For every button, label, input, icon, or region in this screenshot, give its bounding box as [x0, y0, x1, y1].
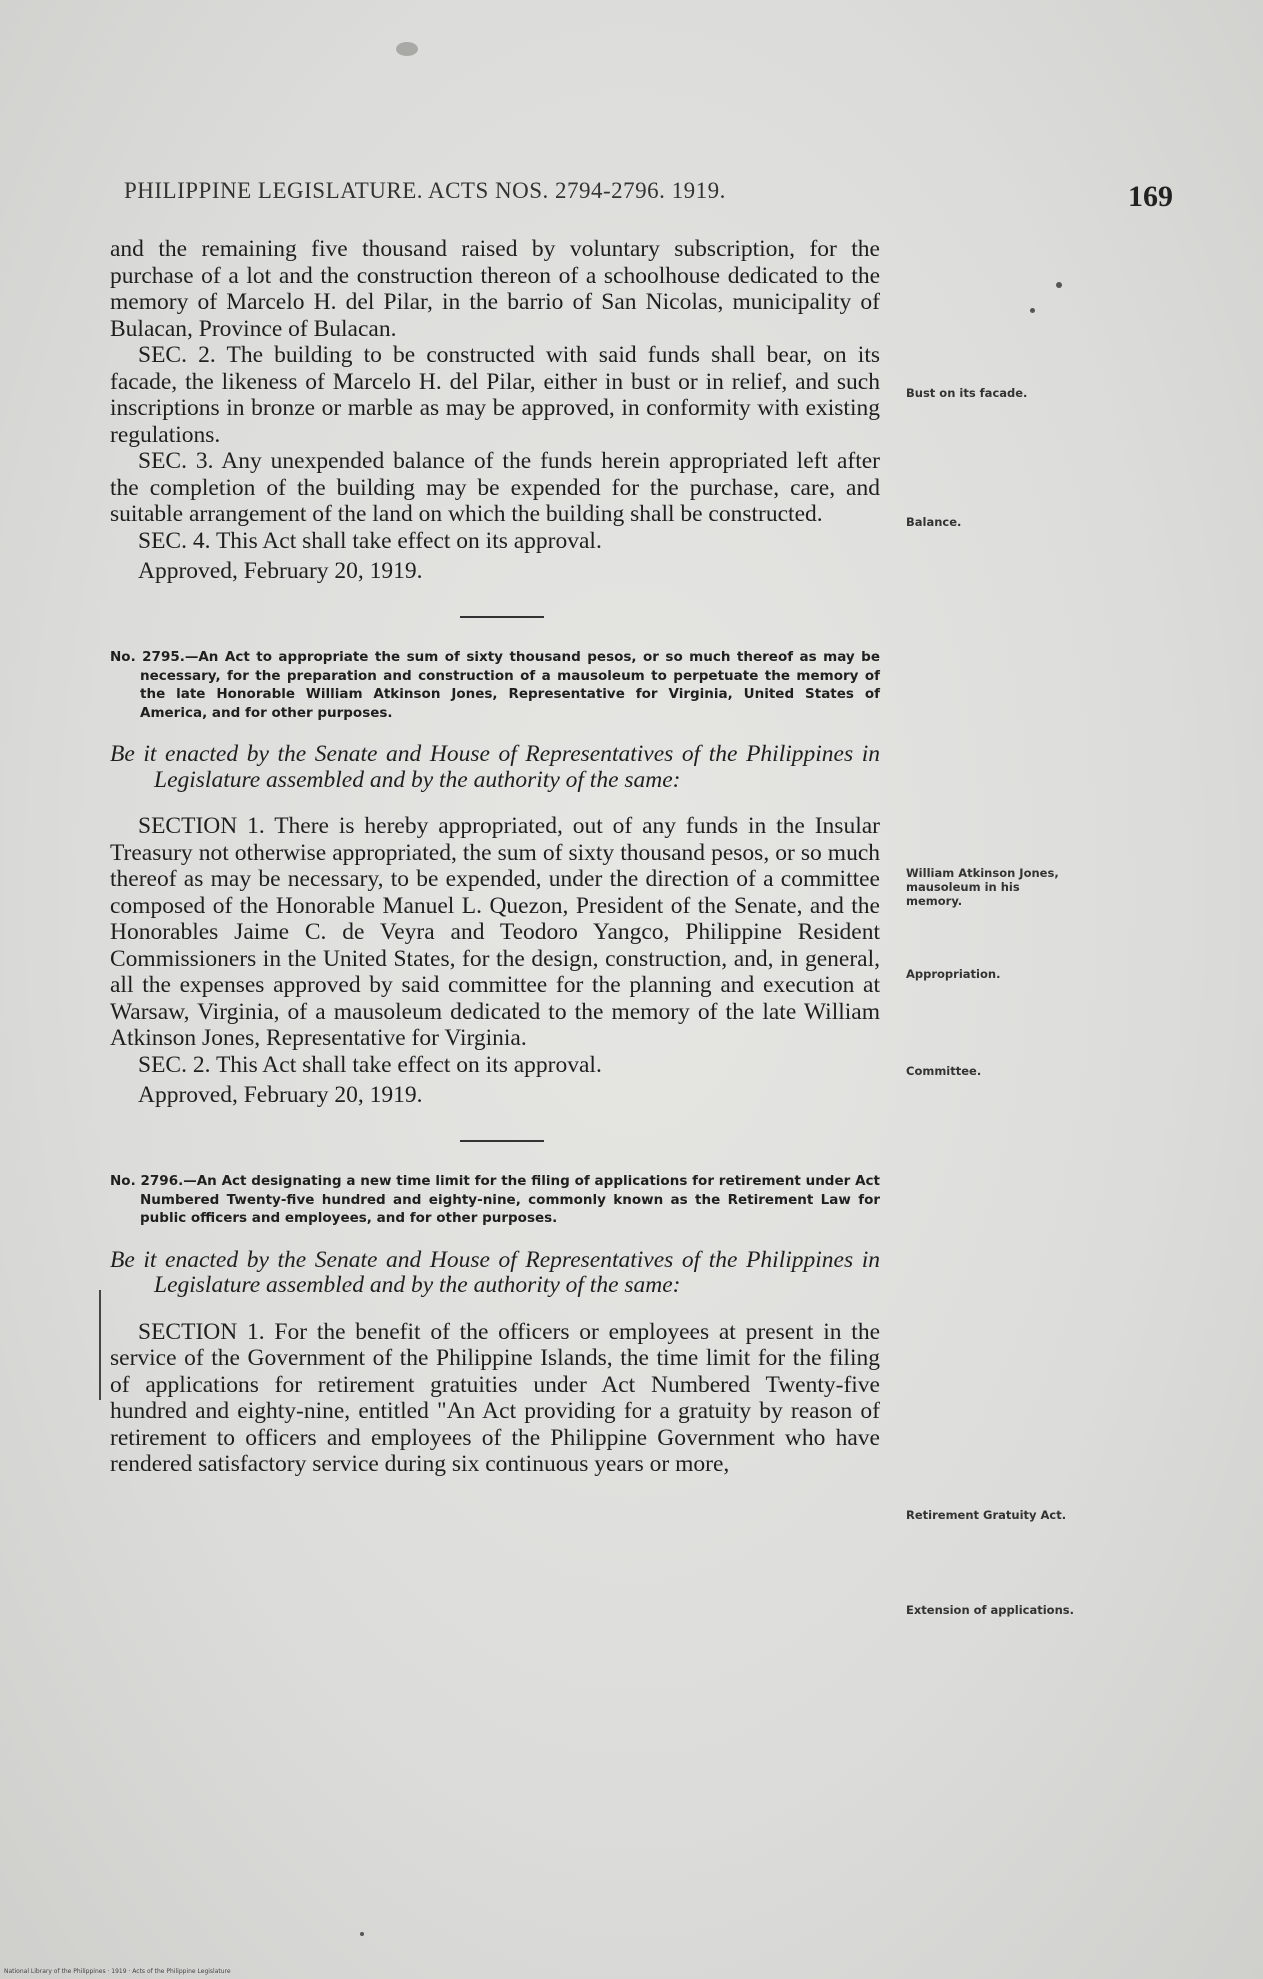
- act-2795-section-2: [110, 1052, 880, 1079]
- act-2794-approved: Approved, February 20, 1919.: [138, 558, 423, 584]
- scan-speck: [1056, 282, 1062, 288]
- margin-note-balance: Balance.: [906, 515, 962, 529]
- act-2795-enacting-clause: Be it enacted by the Senate and House of Representatives of the Philippines in Legislature assembled and by the authority of the same:: [110, 741, 880, 793]
- margin-note-appropriation: Appropriation.: [906, 967, 1001, 981]
- act-2796-title: No. 2796.—An Act designating a new time limit for the filing of applications for retirement under Act Numbered Twenty-five hundred and eighty-nine, commonly known as the Retirement Law for public officers and employees, and for other purposes.: [110, 1173, 880, 1226]
- margin-note-committee: Committee.: [906, 1064, 982, 1078]
- section-label: SEC. 3.: [138, 448, 214, 474]
- section-label: SECTION 1.: [138, 1318, 265, 1345]
- section-text: This Act shall take effect on its approval.: [215, 527, 602, 554]
- margin-note-extension: Extension of applications.: [906, 1603, 1074, 1617]
- section-divider: [460, 1140, 544, 1142]
- section-text: This Act shall take effect on its approval.: [215, 1051, 602, 1078]
- margin-bracket: [99, 1290, 101, 1400]
- page-number: 169: [1128, 180, 1173, 213]
- act-2794-section-4: [110, 528, 880, 555]
- section-label: SEC. 2.: [138, 342, 216, 368]
- act-2794-continuation: and the remaining five thousand raised by voluntary subscription, for the purchase of a lot and the construction thereon of a schoolhouse dedicated to the memory of Marcelo H. del Pilar, in the barrio of San Nicolas, municipality of Bulacan, Province of Bulacan.: [110, 236, 880, 342]
- scan-credit: National Library of the Philippines · 1919 · Acts of the Philippine Legislature: [4, 1968, 231, 1975]
- section-text: For the benefit of the officers or employees at present in the service of the Government of the Philippine Islands, the time limit for the filing of applications for retirement gratuities under Act Numbered Twenty-five hundred and eighty-nine, entitled "An Act providing for a gratuity by reason of retirement to officers and employees of the Philippine Government who have rendered satisfactory service during six continuous years or more,: [110, 1318, 880, 1477]
- act-2796-section-1: [110, 1319, 880, 1478]
- section-text: Any unexpended balance of the funds herein appropriated left after the completion of the building may be expended for the purchase, care, and suitable arrangement of the land on which the building shall be constructed.: [110, 448, 880, 527]
- section-label: SEC. 4.: [138, 527, 211, 554]
- running-head: PHILIPPINE LEGISLATURE. ACTS NOS. 2794-2796. 1919.: [124, 178, 726, 203]
- section-text: There is hereby appropriated, out of any funds in the Insular Treasury not otherwise appropriated, the sum of sixty thousand pesos, or so much thereof as may be necessary, to be expended, under the direction of a committee composed of the Honorable Manuel L. Quezon, President of the Senate, and the Honorables Jaime C. de Veyra and Teodoro Yangco, Philippine Resident Commissioners in the United States, for the design, construction, and, in general, all the expenses approved by said committee for the planning and execution at Warsaw, Virginia, of a mausoleum dedicated to the memory of the late William Atkinson Jones, Representative for Virginia.: [110, 813, 880, 1051]
- scan-speck: [1030, 308, 1035, 313]
- act-2794-section-2: [110, 342, 880, 448]
- scan-speck: [360, 1932, 364, 1936]
- margin-note-jones: William Atkinson Jones, mausoleum in his memory.: [906, 866, 1059, 908]
- section-label: SECTION 1.: [138, 813, 265, 839]
- section-text: The building to be constructed with said funds shall bear, on its facade, the likeness of Marcelo H. del Pilar, either in bust or in relief, and such inscriptions in bronze or marble as may be approved, in conformity with existing regulations.: [110, 342, 880, 448]
- section-label: SEC. 2.: [138, 1051, 211, 1078]
- act-2795-section-1: [110, 813, 880, 1052]
- act-2794-section-3: [110, 448, 880, 528]
- margin-note-bust: Bust on its facade.: [906, 386, 1028, 400]
- margin-note-retirement: Retirement Gratuity Act.: [906, 1508, 1067, 1522]
- act-2796-enacting-clause: Be it enacted by the Senate and House of Representatives of the Philippines in Legislature assembled and by the authority of the same:: [110, 1246, 880, 1298]
- act-2795-approved: Approved, February 20, 1919.: [138, 1082, 423, 1108]
- scan-smudge: [396, 42, 418, 56]
- main-text-column: [110, 236, 880, 1478]
- section-divider: [460, 616, 544, 618]
- act-2795-title: No. 2795.—An Act to appropriate the sum of sixty thousand pesos, or so much thereof as may be necessary, for the preparation and construction of a mausoleum to perpetuate the memory of the late Honorable William Atkinson Jones, Representative for Virginia, United States of America, and for other purposes.: [110, 649, 880, 721]
